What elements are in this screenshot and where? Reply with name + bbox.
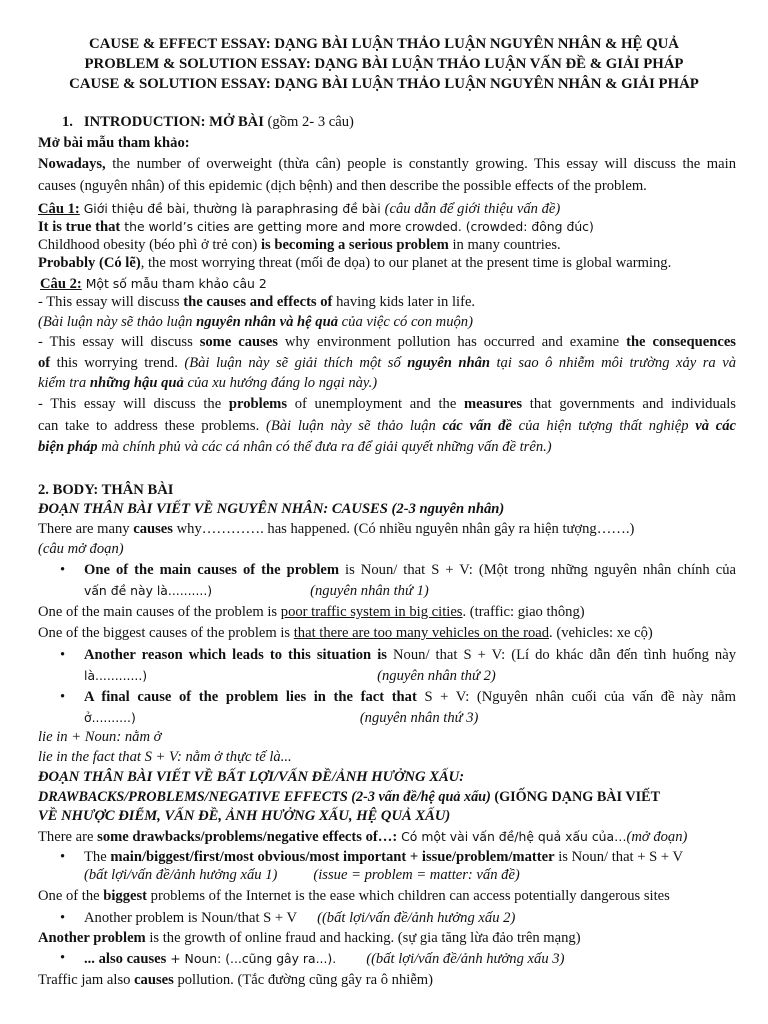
cau1-line: Câu 1: Giới thiệu đề bài, thường là paraphrasing đề bài (câu dẫn để giới thiệu vấn đề): [38, 201, 561, 217]
sample-label: Mở bài mẫu tham khảo:: [38, 135, 190, 151]
example-3: Probably (Có lẽ), the most worrying threat (mối đe dọa) to our planet at the present time is global warming.: [38, 255, 672, 271]
body-heading: 2. BODY: THÂN BÀI: [38, 482, 174, 498]
drawbacks-heading-2: DRAWBACKS/PROBLEMS/NEGATIVE EFFECTS (2-3 vấn đề/hệ quả xấu) (GIỐNG DẠNG BÀI VIẾT: [38, 789, 661, 805]
cause-bullet-3: A final cause of the problem lies in the fact that S + V: (Nguyên nhân cuối của vấn đề này nằm: [84, 689, 736, 705]
intro-heading-text: INTRODUCTION: MỞ BÀI: [83, 114, 264, 130]
bullet-icon: •: [60, 950, 66, 966]
document-title: [0, 34, 768, 94]
drawbacks-opening: There are some drawbacks/problems/negative effects of…: Có một vài vấn đề/hệ quả xấu của…(mở đoạn): [38, 829, 688, 845]
discuss-1: - This essay will discuss the causes and effects of having kids later in life.: [38, 294, 476, 310]
discuss-1-translation: (Bài luận này sẽ thảo luận nguyên nhân và hệ quả của việc có con muộn): [38, 314, 473, 330]
cau2-line: Câu 2: Một số mẫu tham khảo câu 2: [40, 276, 267, 292]
discuss-3: - This essay will discuss the problems of unemployment and the measures that governments and individuals: [38, 396, 736, 412]
drawback-bullet-2: Another problem is Noun/that S + V ((bất lợi/vấn đề/ảnh hưởng xấu 2): [84, 910, 516, 926]
sample-line-2: causes (nguyên nhân) of this epidemic (dịch bệnh) and then describe the possible effects of the problem.: [38, 178, 647, 194]
bullet-icon: •: [60, 849, 66, 865]
intro-heading: 1. INTRODUCTION: MỞ BÀI (gồm 2- 3 câu): [62, 114, 354, 130]
sample-line-1: Nowadays, the number of overweight (thừa cân) people is constantly growing. This essay will discuss the main: [38, 156, 736, 172]
drawbacks-heading-3: VỀ NHƯỢC ĐIỂM, VẤN ĐỀ, ẢNH HƯỞNG XẤU, HỆ QUẢ XẤU): [38, 808, 451, 824]
title-line-1: CAUSE & EFFECT ESSAY: DẠNG BÀI LUẬN THẢO LUẬN NGUYÊN NHÂN & HỆ QUẢ: [89, 36, 679, 52]
discuss-2: - This essay will discuss some causes why environment pollution has occurred and examine the consequences: [38, 334, 736, 350]
causes-heading: ĐOẠN THÂN BÀI VIẾT VỀ NGUYÊN NHÂN: CAUSES (2-3 nguyên nhân): [38, 501, 505, 517]
bullet-icon: •: [60, 910, 66, 926]
discuss-3-line-2: can take to address these problems. (Bài luận này sẽ thảo luận các vấn đề của hiện tượng thất nghiệp và các: [38, 418, 736, 434]
drawback-example-2: Another problem is the growth of online fraud and hacking. (sự gia tăng lừa đảo trên mạng): [38, 930, 581, 946]
bullet-icon: •: [60, 689, 66, 705]
drawback-bullet-3: ... also causes + Noun: (...cũng gây ra...). ((bất lợi/vấn đề/ảnh hưởng xấu 3): [84, 951, 565, 967]
title-line-2: PROBLEM & SOLUTION ESSAY: DẠNG BÀI LUẬN THẢO LUẬN VẤN ĐỀ & GIẢI PHÁP: [84, 56, 684, 72]
example-1: It is true that the world’s cities are getting more and more crowded. (crowded: đông đúc): [38, 219, 594, 235]
causes-opening-note: (câu mở đoạn): [38, 541, 124, 557]
drawback-bullet-1-line-2: (bất lợi/vấn đề/ảnh hưởng xấu 1) (issue = problem = matter: vấn đề): [84, 867, 520, 883]
drawback-example-3: Traffic jam also causes pollution. (Tắc đường cũng gây ra ô nhiễm): [38, 972, 434, 988]
discuss-2-line-3: kiểm tra những hậu quả của xu hướng đáng lo ngại này.): [38, 375, 378, 391]
discuss-3-line-3: biện pháp mà chính phủ và các cá nhân có thể đưa ra để giải quyết những vấn đề trên.): [38, 439, 552, 455]
drawback-bullet-1: The main/biggest/first/most obvious/most important + issue/problem/matter is Noun/ that + S + V: [84, 849, 684, 865]
discuss-2-line-2: of this worrying trend. (Bài luận này sẽ giải thích một số nguyên nhân tại sao ô nhiễm môi trường xảy ra và: [38, 355, 736, 371]
cause-example-1: One of the main causes of the problem is poor traffic system in big cities. (traffic: giao thông): [38, 604, 585, 620]
cause-bullet-1-line-2: vấn đề này là..........) (nguyên nhân thứ 1): [84, 583, 429, 599]
example-2: Childhood obesity (béo phì ở trẻ con) is becoming a serious problem in many countries.: [38, 237, 561, 253]
title-line-3: CAUSE & SOLUTION ESSAY: DẠNG BÀI LUẬN THẢO LUẬN NGUYÊN NHÂN & GIẢI PHÁP: [69, 76, 699, 92]
bullet-icon: •: [60, 562, 66, 578]
cause-bullet-3-line-2: ở..........) (nguyên nhân thứ 3): [84, 710, 479, 726]
bullet-icon: •: [60, 647, 66, 663]
cause-bullet-2-line-2: là............) (nguyên nhân thứ 2): [84, 668, 496, 684]
drawbacks-heading-1: ĐOẠN THÂN BÀI VIẾT VỀ BẤT LỢI/VẤN ĐỀ/ẢNH HƯỞNG XẤU:: [38, 769, 465, 785]
cause-bullet-2: Another reason which leads to this situation is Noun/ that S + V: (Lí do khác dẫn đến tình huống này: [84, 647, 736, 663]
cause-example-2: One of the biggest causes of the problem is that there are too many vehicles on the road. (vehicles: xe cộ): [38, 625, 653, 641]
drawback-example-1: One of the biggest problems of the Internet is the ease which children can access potentially dangerous sites: [38, 888, 670, 904]
causes-opening: There are many causes why…………. has happened. (Có nhiều nguyên nhân gây ra hiện tượng…….): [38, 521, 635, 537]
cause-bullet-1: One of the main causes of the problem is Noun/ that S + V: (Một trong những nguyên nhân chính của: [84, 562, 736, 578]
lie-in-note-1: lie in + Noun: nằm ở: [38, 729, 162, 745]
lie-in-note-2: lie in the fact that S + V: nằm ở thực tế là...: [38, 749, 292, 765]
